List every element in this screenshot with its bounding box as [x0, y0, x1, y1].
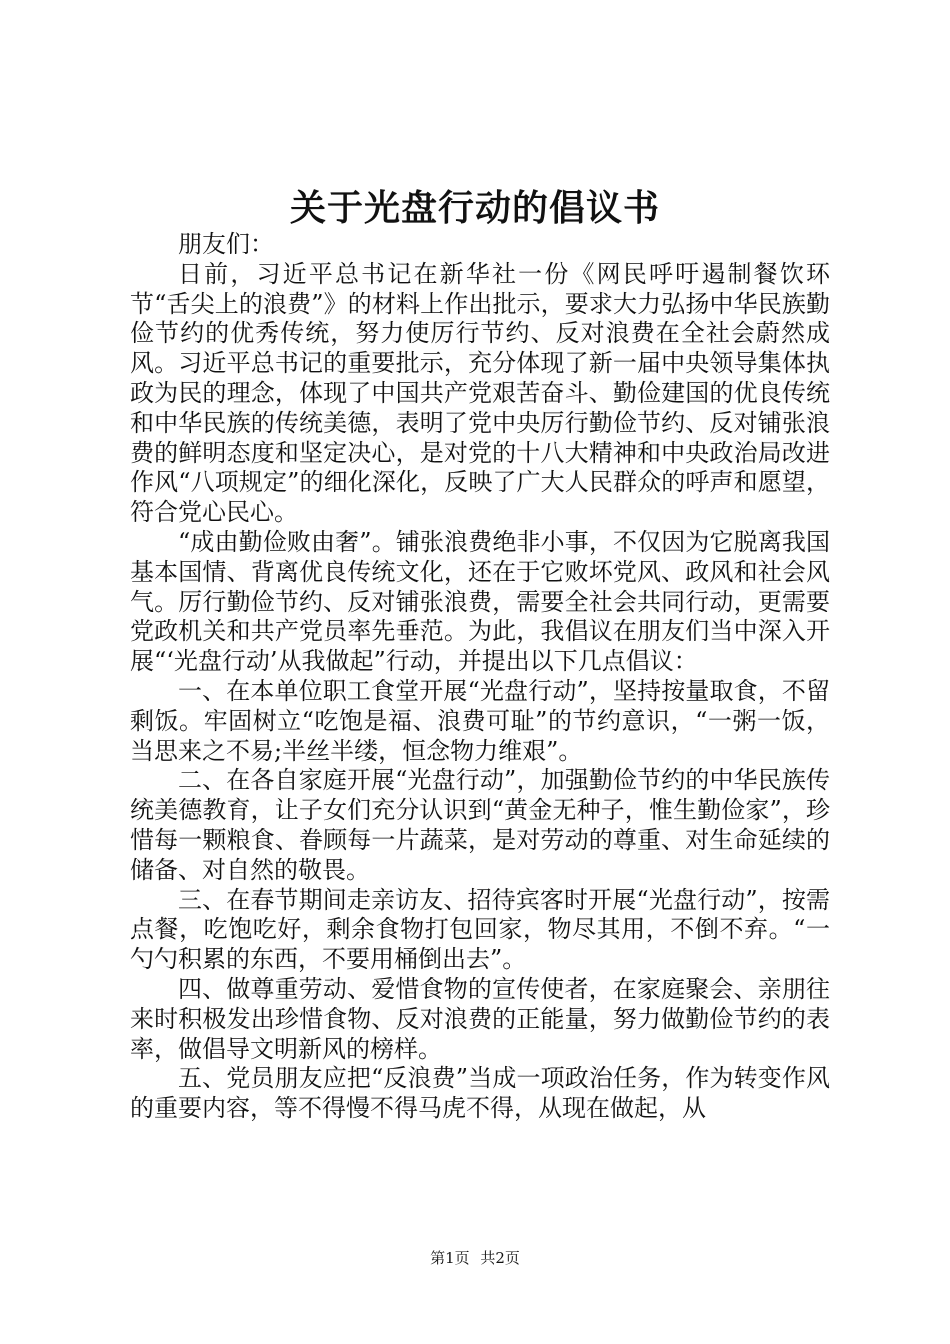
- paragraph-intro: 日前，习近平总书记在新华社一份《网民呼吁遏制餐饮环节“舌尖上的浪费”》的材料上作出批示，要求大力弘扬中华民族勤俭节约的优秀传统，努力使厉行节约、反对浪费在全社会蔚然成风。习近平总书记的重要批示，充分体现了新一届中央领导集体执政为民的理念，体现了中国共产党艰苦奋斗、勤俭建国的优良传统和中华民族的传统美德，表明了党中央厉行勤俭节约、反对铺张浪费的鲜明态度和坚定决心，是对党的十八大精神和中央政治局改进作风“八项规定”的细化深化，反映了广大人民群众的呼声和愿望，符合党心民心。: [130, 259, 830, 527]
- proposal-item-4: 四、做尊重劳动、爱惜食物的宣传使者，在家庭聚会、亲朋往来时积极发出珍惜食物、反对浪费的正能量，努力做勤俭节约的表率，做倡导文明新风的榜样。: [130, 974, 830, 1063]
- proposal-item-3: 三、在春节期间走亲访友、招待宾客时开展“光盘行动”，按需点餐，吃饱吃好，剩余食物打包回家，物尽其用，不倒不弃。“一勺勺积累的东西，不要用桶倒出去”。: [130, 885, 830, 974]
- salutation: 朋友们：: [178, 230, 274, 258]
- page-number: 第1页: [430, 1249, 470, 1267]
- page-footer: [0, 1247, 950, 1268]
- page-total: 共2页: [480, 1249, 520, 1267]
- paragraph-proposal: “成由勤俭败由奢”。铺张浪费绝非小事，不仅因为它脱离我国基本国情、背离优良传统文化，还在于它败坏党风、政风和社会风气。厉行勤俭节约、反对铺张浪费，需要全社会共同行动，更需要党政机关和共产党员率先垂范。为此，我倡议在朋友们当中深入开展“‘光盘行动’从我做起”行动，并提出以下几点倡议：: [130, 527, 830, 676]
- proposal-item-5: 五、党员朋友应把“反浪费”当成一项政治任务，作为转变作风的重要内容，等不得慢不得马虎不得，从现在做起，从: [130, 1064, 830, 1123]
- document-body: [130, 230, 830, 1124]
- proposal-item-1: 一、在本单位职工食堂开展“光盘行动”，坚持按量取食，不留剩饭。牢固树立“吃饱是福、浪费可耻”的节约意识，“一粥一饭，当思来之不易;半丝半缕，恒念物力维艰”。: [130, 676, 830, 765]
- document-title: 关于光盘行动的倡议书: [289, 187, 660, 229]
- proposal-item-2: 二、在各自家庭开展“光盘行动”，加强勤俭节约的中华民族传统美德教育，让子女们充分认识到“黄金无种子，惟生勤俭家”，珍惜每一颗粮食、眷顾每一片蔬菜，是对劳动的尊重、对生命延续的储备、对自然的敬畏。: [130, 766, 830, 884]
